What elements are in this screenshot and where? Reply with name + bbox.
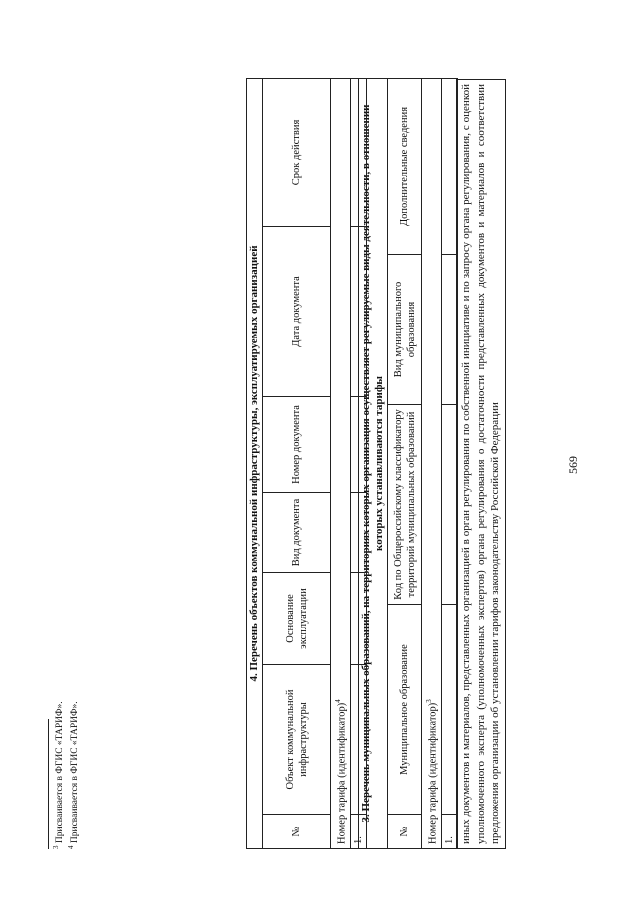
municipalities-table xyxy=(358,78,458,849)
page-number: 569 xyxy=(566,456,580,474)
s4-col-basis: Основание эксплуатации xyxy=(263,573,331,665)
continuation-table xyxy=(456,79,506,849)
s4-col-doc-number: Номер документа xyxy=(263,397,331,493)
footnote-divider xyxy=(48,719,49,849)
footnote-3: $^3$ Присваивается в ФГИС «ТАРИФ». xyxy=(52,701,66,849)
s3-col-number: № xyxy=(388,815,422,849)
footnote-4: $^4$ Присваивается в ФГИС «ТАРИФ». xyxy=(67,701,81,849)
s4-row-number: 1. xyxy=(350,815,366,849)
s4-col-doc-date: Дата документа xyxy=(263,227,331,397)
infrastructure-table xyxy=(246,78,367,849)
s3-row-number: 1. xyxy=(441,815,457,849)
s3-col-municipality: Муниципальное образование xyxy=(388,605,422,815)
s4-col-object: Объект коммунальной инфраструктуры xyxy=(263,665,331,815)
s4-col-doc-type: Вид документа xyxy=(263,493,331,573)
s3-col-type: Вид муниципального образования xyxy=(388,255,422,405)
section3-title: 3. Перечень муниципальных образований, на территориях которых организация осуществляет регулируемые виды деятельности, в отношении которых устанавливаются тарифы xyxy=(359,78,388,848)
s4-col-number: № xyxy=(263,815,331,849)
s4-tariff-row: Номер тарифа (идентификатор)$^4$ xyxy=(331,78,351,848)
s4-col-validity: Срок действия xyxy=(263,78,331,226)
section4-title: 4. Перечень объектов коммунальной инфраструктуры, эксплуатируемых организацией xyxy=(247,78,263,848)
s3-col-code: Код по Общероссийскому классификатору территорий муниципальных образований xyxy=(388,405,422,605)
s3-tariff-row: Номер тарифа (идентификатор)$^3$ xyxy=(422,78,442,848)
s3-col-extra: Дополнительные сведения xyxy=(388,78,422,254)
footnotes xyxy=(48,449,81,849)
continuation-text: иных документов и материалов, представленных организацией в орган регулирования по собственной инициативе и по запросу органа регулирования, с оценкой уполномоченного эксперта (уполномоченных экспертов) органа регулирования о достаточности представленных документов и материалов и соответствии предложения организации об установлении тарифов законодательству Российской Федерации xyxy=(457,80,506,849)
